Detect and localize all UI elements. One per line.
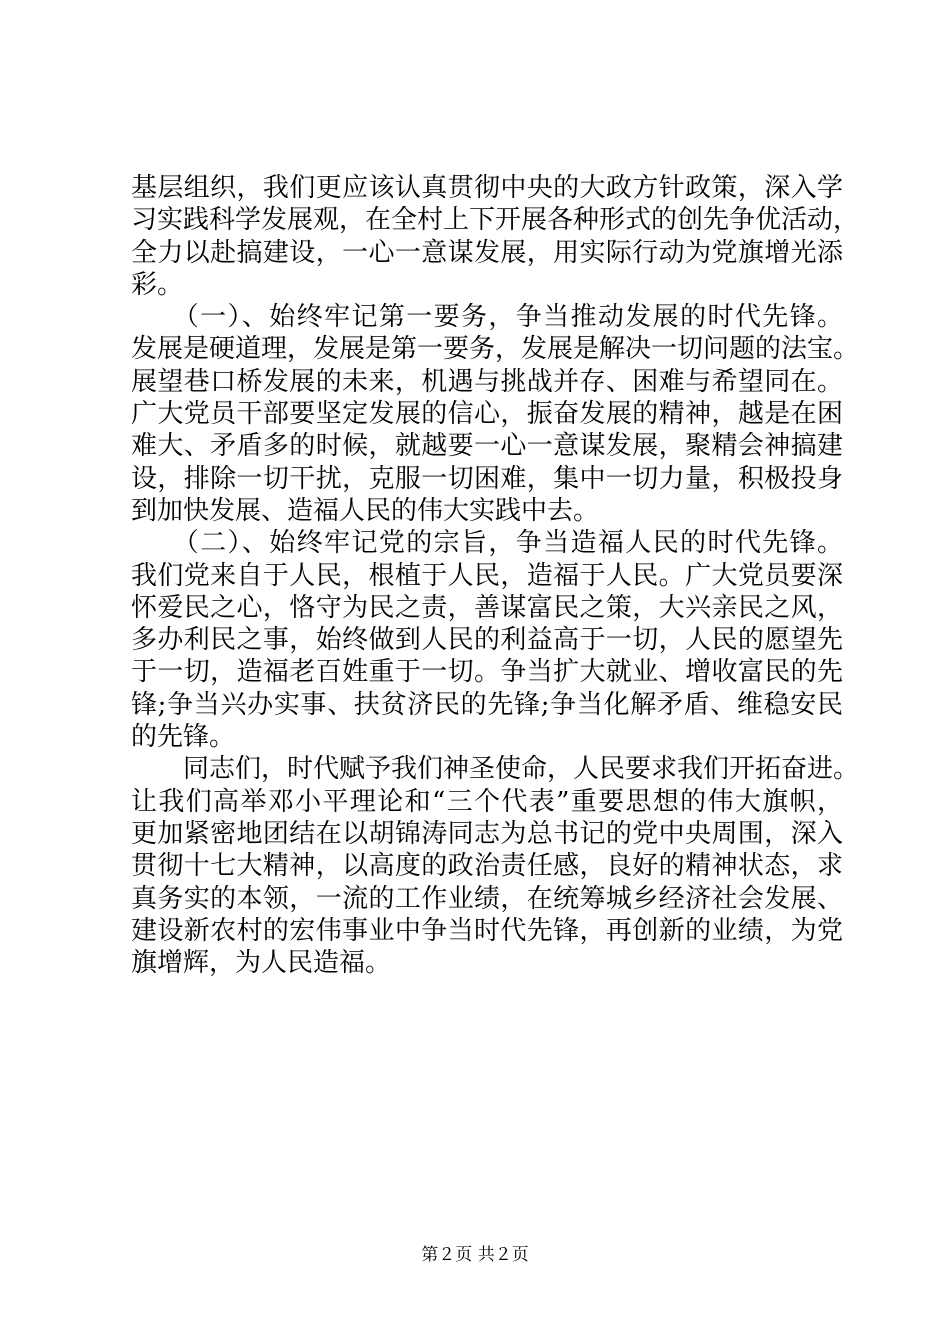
text-line: 多办利民之事，始终做到人民的利益高于一切，人民的愿望先: [131, 625, 843, 656]
page-footer: 第２页 共２页: [421, 1245, 529, 1265]
text-line: 让我们高举邓小平理论和“三个代表”重要思想的伟大旗帜，: [131, 786, 843, 817]
text-line: 于一切，造福老百姓重于一切。争当扩大就业、增收富民的先: [131, 657, 843, 688]
text-line: 真务实的本领，一流的工作业绩，在统筹城乡经济社会发展、: [131, 883, 843, 914]
text-line: 彩。: [131, 269, 184, 300]
text-line: 到加快发展、造福人民的伟大实践中去。: [131, 495, 600, 526]
text-line: 锋;争当兴办实事、扶贫济民的先锋;争当化解矛盾、维稳安民: [131, 689, 843, 720]
text-line: 发展是硬道理，发展是第一要务，发展是解决一切问题的法宝。: [131, 334, 860, 365]
text-line: 的先锋。: [131, 722, 236, 753]
text-line: 基层组织，我们更应该认真贯彻中央的大政方针政策，深入学: [131, 173, 843, 203]
text-line: 建设新农村的宏伟事业中争当时代先锋，再创新的业绩，为党: [131, 915, 843, 946]
text-line: 旗增辉，为人民造福。: [131, 948, 392, 979]
text-line: 习实践科学发展观，在全村上下开展各种形式的创先争优活动，: [131, 205, 860, 236]
text-line: 难大、矛盾多的时候，就越要一心一意谋发展，聚精会神搞建: [131, 431, 843, 462]
text-line: 我们党来自于人民，根植于人民，造福于人民。广大党员要深: [131, 560, 843, 591]
text-line: （一）、始终牢记第一要务，争当推动发展的时代先锋。: [131, 302, 843, 333]
text-line: 更加紧密地团结在以胡锦涛同志为总书记的党中央周围，深入: [131, 818, 843, 849]
text-line: 同志们，时代赋予我们神圣使命，人民要求我们开拓奋进。: [131, 754, 860, 785]
text-line: 展望巷口桥发展的未来，机遇与挑战并存、困难与希望同在。: [131, 366, 843, 397]
text-line: 设，排除一切干扰，克服一切困难，集中一切力量，积极投身: [131, 463, 843, 494]
document-body: [131, 172, 860, 979]
text-line: （二）、始终牢记党的宗旨，争当造福人民的时代先锋。: [131, 528, 843, 559]
text-line: 怀爱民之心，恪守为民之责，善谋富民之策，大兴亲民之风，: [131, 592, 843, 623]
text-line: 广大党员干部要坚定发展的信心，振奋发展的精神，越是在困: [131, 399, 843, 430]
text-line: 贯彻十七大精神，以高度的政治责任感，良好的精神状态，求: [131, 851, 843, 882]
text-line: 全力以赴搞建设，一心一意谋发展，用实际行动为党旗增光添: [131, 237, 843, 268]
